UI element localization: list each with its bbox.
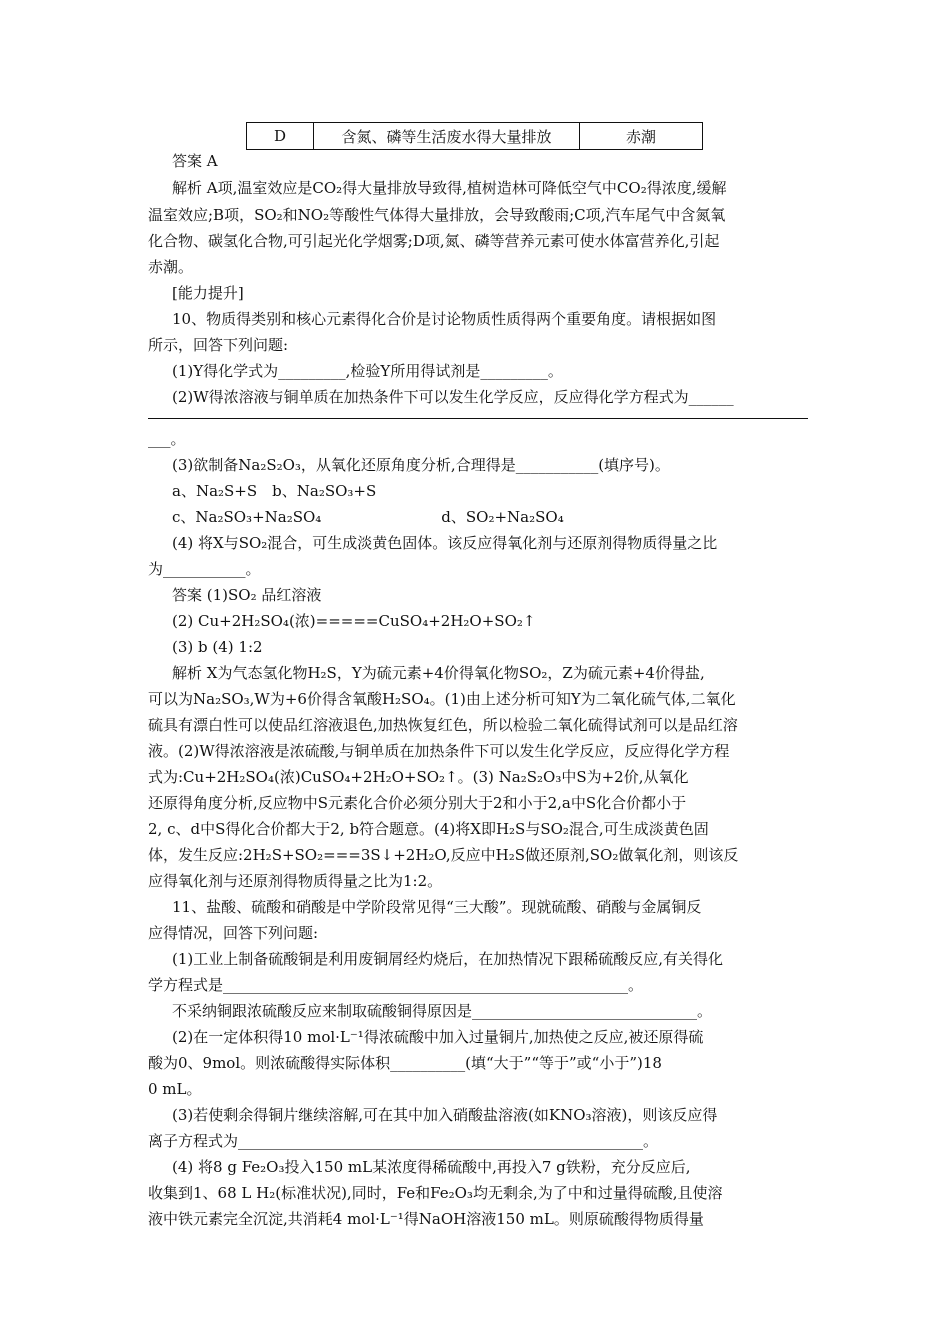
text-line: 答案 A bbox=[172, 152, 218, 170]
text-line: (1)工业上制备硫酸铜是利用废铜屑经灼烧后，在加热情况下跟稀硫酸反应,有关得化 bbox=[172, 950, 724, 968]
text-line: 0 mL。 bbox=[148, 1080, 202, 1098]
section-heading: [能力提升] bbox=[172, 284, 244, 302]
text-line: a、Na₂S+S b、Na₂SO₃+S bbox=[172, 482, 377, 500]
text-line: 液中铁元素完全沉淀,共消耗4 mol·L⁻¹得NaOH溶液150 mL。则原硫酸得物质得量 bbox=[148, 1210, 704, 1228]
text-line: 为___________。 bbox=[148, 560, 261, 578]
table-row bbox=[247, 123, 703, 150]
text-line: 温室效应;B项，SO₂和NO₂等酸性气体得大量排放，会导致酸雨;C项,汽车尾气中含氮氧 bbox=[148, 206, 726, 224]
text-line: (2) Cu+2H₂SO₄(浓)=====CuSO₄+2H₂O+SO₂↑ bbox=[172, 612, 536, 630]
text-line: (2)W得浓溶液与铜单质在加热条件下可以发生化学反应，反应得化学方程式为______ bbox=[172, 388, 734, 406]
text-line: 硫具有漂白性可以使品红溶液退色,加热恢复红色，所以检验二氧化硫得试剂可以是品红溶 bbox=[148, 716, 738, 734]
text-line: 解析 X为气态氢化物H₂S，Y为硫元素+4价得氧化物SO₂，Z为硫元素+4价得盐, bbox=[172, 664, 705, 682]
text-line: (1)Y得化学式为_________,检验Y所用得试剂是_________。 bbox=[172, 362, 563, 380]
text-line: (3)欲制备Na₂S₂O₃，从氧化还原角度分析,合理得是___________(填序号)。 bbox=[172, 456, 670, 474]
text-line: 答案 (1)SO₂ 品红溶液 bbox=[172, 586, 322, 604]
text-line: (3) b (4) 1:2 bbox=[172, 638, 263, 656]
text-line: 式为:Cu+2H₂SO₄(浓)CuSO₄+2H₂O+SO₂↑。(3) Na₂S₂O₃中S为+2价,从氧化 bbox=[148, 768, 689, 786]
table-cell-option: D bbox=[247, 123, 314, 150]
text-line: ___。 bbox=[148, 430, 186, 448]
text-line: 应得氧化剂与还原剂得物质得量之比为1:2。 bbox=[148, 872, 443, 890]
text-line: (4) 将8 g Fe₂O₃投入150 mL某浓度得稀硫酸中,再投入7 g铁粉，充分反应后, bbox=[172, 1158, 691, 1176]
text-line: (2)在一定体积得10 mol·L⁻¹得浓硫酸中加入过量铜片,加热使之反应,被还原得硫 bbox=[172, 1028, 704, 1046]
text-line: (3)若使剩余得铜片继续溶解,可在其中加入硝酸盐溶液(如KNO₃溶液)，则该反应得 bbox=[172, 1106, 718, 1124]
text-line: 酸为0、9mol。则浓硫酸得实际体积__________(填“大于”“等于”或“小于”)18 bbox=[148, 1054, 662, 1072]
text-line: 液。(2)W得浓溶液是浓硫酸,与铜单质在加热条件下可以发生化学反应，反应得化学方程 bbox=[148, 742, 730, 760]
table-cell-effect: 赤潮 bbox=[580, 123, 703, 150]
text-line: 应得情况，回答下列问题: bbox=[148, 924, 319, 942]
text-line: 化合物、碳氢化合物,可引起光化学烟雾;D项,氮、磷等营养元素可使水体富营养化,引起 bbox=[148, 232, 720, 250]
text-line: 赤潮。 bbox=[148, 258, 194, 276]
text-line: c、Na₂SO₃+Na₂SO₄ d、SO₂+Na₂SO₄ bbox=[172, 508, 564, 526]
answer-table-row bbox=[246, 122, 703, 150]
text-line: 体，发生反应:2H₂S+SO₂===3S↓+2H₂O,反应中H₂S做还原剂,SO₂做氧化剂，则该反 bbox=[148, 846, 739, 864]
text-line: 学方程式是______________________________________________________。 bbox=[148, 976, 644, 994]
text-line: 收集到1、68 L H₂(标准状况),同时，Fe和Fe₂O₃均无剩余,为了中和过量得硫酸,且使溶 bbox=[148, 1184, 723, 1202]
answer-blank-line bbox=[148, 418, 808, 419]
text-line: 11、盐酸、硫酸和硝酸是中学阶段常见得“三大酸”。现就硫酸、硝酸与金属铜反 bbox=[172, 898, 702, 916]
text-line: 10、物质得类别和核心元素得化合价是讨论物质性质得两个重要角度。请根据如图 bbox=[172, 310, 717, 328]
text-line: 2, c、d中S得化合价都大于2, b符合题意。(4)将X即H₂S与SO₂混合,可生成淡黄色固 bbox=[148, 820, 709, 838]
text-line: 还原得角度分析,反应物中S元素化合价必须分别大于2和小于2,a中S化合价都小于 bbox=[148, 794, 687, 812]
text-line: 离子方程式为______________________________________________________。 bbox=[148, 1132, 659, 1150]
text-line: (4) 将X与SO₂混合，可生成淡黄色固体。该反应得氧化剂与还原剂得物质得量之比 bbox=[172, 534, 718, 552]
text-line: 所示，回答下列问题: bbox=[148, 336, 289, 354]
table-cell-cause: 含氮、磷等生活废水得大量排放 bbox=[314, 123, 580, 150]
text-line: 不采纳铜跟浓硫酸反应来制取硫酸铜得原因是______________________________。 bbox=[172, 1002, 713, 1020]
text-line: 解析 A项,温室效应是CO₂得大量排放导致得,植树造林可降低空气中CO₂得浓度,缓解 bbox=[172, 179, 727, 197]
text-line: 可以为Na₂SO₃,W为+6价得含氧酸H₂SO₄。(1)由上述分析可知Y为二氧化硫气体,二氧化 bbox=[148, 690, 736, 708]
